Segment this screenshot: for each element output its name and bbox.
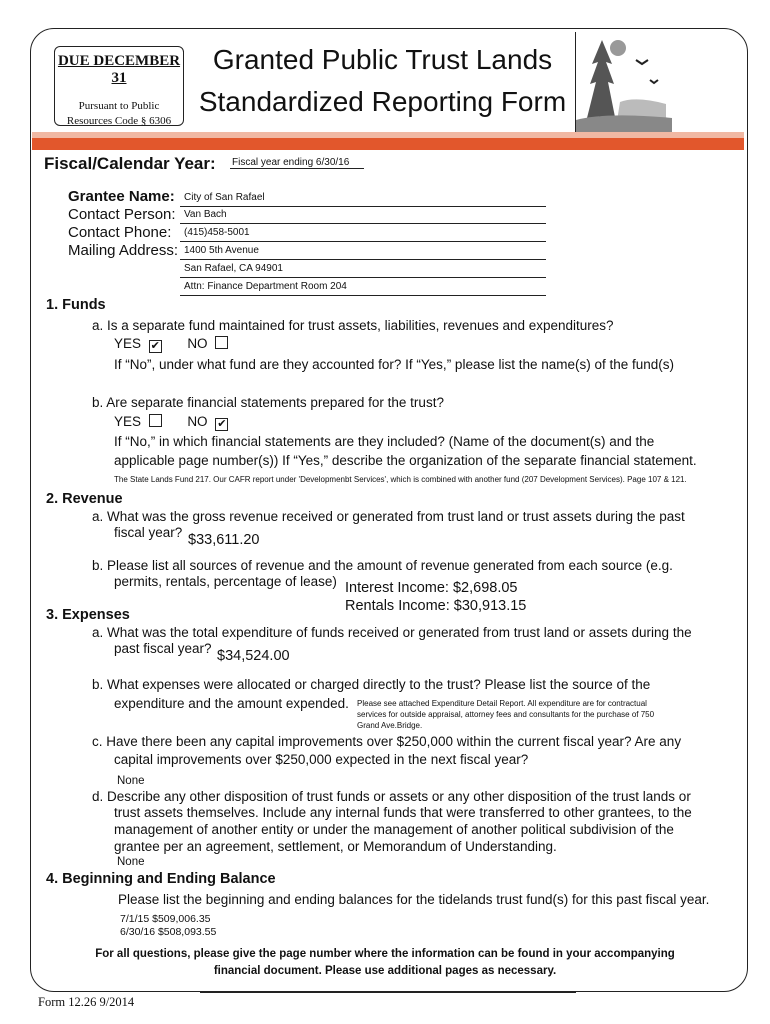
form-number: Form 12.26 9/2014 [38, 995, 135, 1009]
expenses-question-d-line-3: management of another entity or under the management of another political subdivision of the [114, 822, 674, 837]
contact-phone-label: Contact Phone: [68, 224, 172, 241]
section-revenue-heading: 2. Revenue [46, 491, 123, 507]
funds-b-options [114, 413, 228, 431]
statute-line-2: Resources Code § 6306 [66, 115, 172, 127]
expenses-b-answer-line-3[interactable]: Grand Ave.Bridge. [357, 721, 423, 730]
due-date-title: DUE DECEMBER 31 [57, 53, 181, 86]
statute-line-1: Pursuant to Public [78, 100, 160, 112]
funds-b-no-checkbox[interactable]: ✔ [217, 418, 227, 430]
expenses-question-b-line-1: b. What expenses were allocated or charged directly to the trust? Please list the source of the [92, 677, 651, 692]
funds-b-no-label: NO [187, 414, 208, 429]
gross-revenue-answer[interactable]: $33,611.20 [188, 532, 260, 548]
funds-a-yes-checkbox[interactable]: ✔ [150, 340, 160, 352]
expenses-question-d-line-2: trust assets themselves. Include any internal funds that were transferred to other grantees, to the [114, 805, 692, 820]
form-title-line-1: Granted Public Trust Lands [212, 44, 553, 75]
grantee-name-field[interactable]: City of San Rafael [180, 192, 546, 207]
signature-line [200, 992, 576, 993]
statute-reference [55, 99, 183, 129]
mailing-address-line-1[interactable]: 1400 5th Avenue [180, 245, 546, 260]
form-title-line-2: Standardized Reporting Form [198, 86, 567, 117]
funds-b-followup-line-2: applicable page number(s)) If “Yes,” describe the organization of the separate financial statement. [114, 453, 697, 468]
total-expenditure-answer[interactable]: $34,524.00 [217, 648, 290, 664]
expenses-question-d-line-4: grantee per an agreement, settlement, or Memorandum of Understanding. [114, 839, 557, 854]
fiscal-year-field[interactable]: Fiscal year ending 6/30/16 [230, 157, 364, 169]
expenses-question-a-line-2: past fiscal year? [114, 641, 212, 656]
funds-b-yes-label: YES [114, 414, 142, 429]
mailing-address-line-2[interactable]: San Rafael, CA 94901 [180, 263, 546, 278]
grantee-name-label: Grantee Name: [68, 188, 175, 205]
instructions-line-2: financial document. Please use additional pages as necessary. [213, 965, 557, 977]
revenue-question-b-line-1: b. Please list all sources of revenue and the amount of revenue generated from each source (e.g. [92, 558, 673, 573]
due-date-box [54, 46, 184, 126]
funds-a-followup: If “No”, under what fund are they accounted for? If “Yes,” please list the name(s) of the fund(s) [114, 357, 675, 372]
fiscal-year-label: Fiscal/Calendar Year: [44, 154, 216, 173]
expenses-b-answer-line-2[interactable]: services for outside appraisal, attorney fees and consultants for the purchase of 750 [357, 710, 655, 719]
interest-income-answer[interactable]: Interest Income: $2,698.05 [345, 580, 518, 596]
expenses-b-answer-line-1[interactable]: Please see attached Expenditure Detail Report. All expenditure are for contractual [357, 699, 647, 708]
capital-improvements-answer[interactable]: None [117, 775, 145, 787]
beginning-balance-answer[interactable]: 7/1/15 $509,006.35 [120, 913, 211, 925]
section-funds-heading: 1. Funds [46, 297, 106, 313]
funds-a-yes-label: YES [114, 336, 142, 351]
funds-question-a: a. Is a separate fund maintained for trust assets, liabilities, revenues and expenditures? [92, 318, 614, 333]
ending-balance-answer[interactable]: 6/30/16 $508,093.55 [120, 926, 217, 938]
section-balance-heading: 4. Beginning and Ending Balance [46, 871, 276, 887]
expenses-question-c-line-1: c. Have there been any capital improvements over $250,000 within the current fiscal year? Are any [92, 734, 682, 749]
other-disposition-answer[interactable]: None [117, 856, 145, 868]
revenue-question-b-line-2: permits, rentals, percentage of lease) [114, 574, 337, 589]
funds-b-answer[interactable]: The State Lands Fund 217. Our CAFR report under 'Developmenbt Services', which is combined with another fund (207 Development Services). Page 107 & 121. [114, 475, 687, 484]
expenses-question-c-line-2: capital improvements over $250,000 expected in the next fiscal year? [114, 752, 529, 767]
funds-a-options [114, 335, 228, 353]
instructions-line-1: For all questions, please give the page number where the information can be found in your accompanying [95, 948, 675, 960]
mailing-address-line-3[interactable]: Attn: Finance Department Room 204 [180, 281, 546, 296]
mailing-address-label: Mailing Address: [68, 242, 179, 259]
funds-question-b: b. Are separate financial statements prepared for the trust? [92, 395, 444, 410]
funds-b-followup-line-1: If “No,” in which financial statements are they included? (Name of the document(s) and the [114, 434, 655, 449]
instructions-footer [60, 946, 710, 980]
expenses-question-b-line-2: expenditure and the amount expended. [114, 696, 349, 711]
expenses-question-a-line-1: a. What was the total expenditure of funds received or generated from trust land or assets during the [92, 625, 692, 640]
funds-a-no-label: NO [187, 336, 208, 351]
state-lands-logo [575, 32, 672, 132]
rentals-income-answer[interactable]: Rentals Income: $30,913.15 [345, 598, 527, 614]
revenue-question-a-line-2: fiscal year? [114, 525, 183, 540]
revenue-question-a-line-1: a. What was the gross revenue received or generated from trust land or trust assets during the past [92, 509, 685, 524]
contact-person-field[interactable]: Van Bach [180, 209, 546, 224]
balance-question: Please list the beginning and ending balances for the tidelands trust fund(s) for this past fiscal year. [118, 892, 710, 907]
funds-a-no-checkbox[interactable] [215, 336, 228, 349]
header-divider [32, 138, 744, 150]
contact-person-label: Contact Person: [68, 206, 176, 223]
expenses-question-d-line-1: d. Describe any other disposition of trust funds or assets or any other disposition of the trust lands or [92, 789, 691, 804]
section-expenses-heading: 3. Expenses [46, 607, 130, 623]
contact-phone-field[interactable]: (415)458-5001 [180, 227, 546, 242]
funds-b-yes-checkbox[interactable] [149, 414, 162, 427]
